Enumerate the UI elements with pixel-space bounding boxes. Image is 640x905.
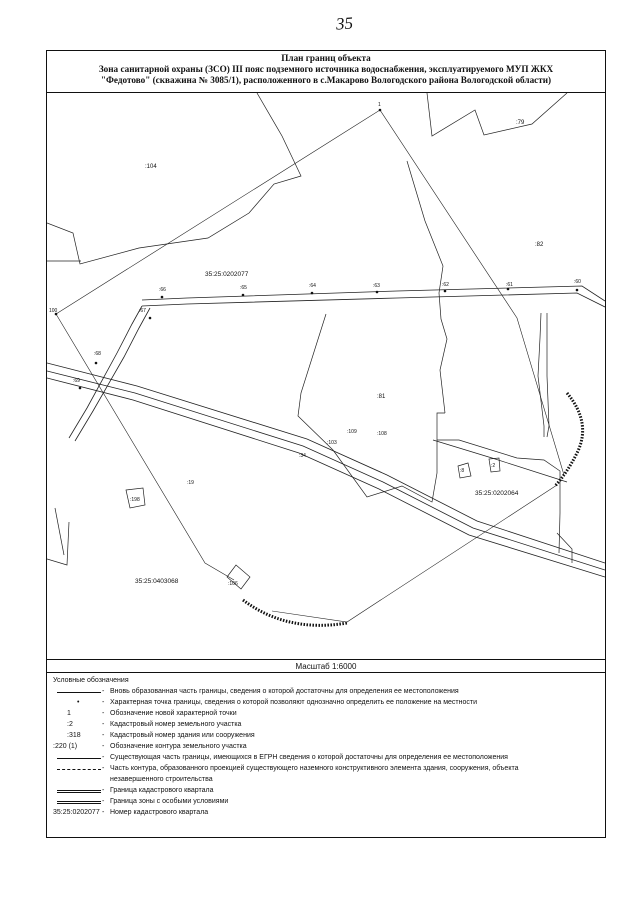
map-scale: Масштаб 1:6000 <box>47 659 605 673</box>
zone-boundary <box>56 110 564 622</box>
quarter-label-2: 35:25:0202064 <box>475 490 519 497</box>
legend-symbol-text: :2 <box>67 721 73 728</box>
legend-item-text: Характерная точка границы, сведения о которой позволяют однозначно определить ее положение на местности <box>110 699 478 706</box>
legend-item <box>47 709 605 719</box>
legend-symbol <box>53 808 101 818</box>
plan-title-line3: "Федотово" (скважина № 3085/1), расположенного в с.Макарово Вологодского района Вологодской области) <box>100 75 552 85</box>
legend-symbol <box>53 720 101 730</box>
legend-symbol <box>53 731 101 741</box>
quarter-label-3: 35:25:0403068 <box>135 578 179 585</box>
legend-dash: - <box>102 743 105 750</box>
legend-item-text: Кадастровый номер здания или сооружения <box>110 732 255 739</box>
legend-symbol <box>53 698 101 708</box>
plan-title-line2: Зона санитарной охраны (ЗСО) III пояс подземного источника водоснабжения, эксплуатируемого МУП ЖКХ <box>98 64 554 74</box>
legend-item <box>47 753 605 763</box>
legend-item-text: Обозначение контура земельного участка <box>110 743 247 750</box>
legend-item-text: Граница зоны с особыми условиями <box>110 798 229 805</box>
parcel-82-boundary <box>433 440 567 482</box>
buildings <box>126 458 500 589</box>
legend-item <box>47 687 605 697</box>
legend-item <box>47 808 605 818</box>
legend-symbol <box>53 742 101 752</box>
parcel-104-boundary <box>47 93 301 264</box>
road-corridor <box>47 363 605 577</box>
legend-symbol-text: :318 <box>67 732 81 739</box>
legend <box>47 673 605 837</box>
parcel-label-82: :82 <box>535 242 544 248</box>
legend-dash: - <box>102 754 105 761</box>
page-number: 35 <box>335 13 354 34</box>
point-label-65: :65 <box>240 285 247 291</box>
point-label-62: :62 <box>442 282 449 288</box>
legend-item-text: Часть контура, образованного проекцией существующего наземного конструктивного элемента здания, сооружения, объекта <box>110 765 519 772</box>
legend-symbol <box>53 775 101 785</box>
point-label-66: :66 <box>159 287 166 293</box>
legend-item-text: Обозначение новой характерной точки <box>110 710 237 717</box>
north-parcel-road <box>47 522 69 565</box>
cadastral-map <box>47 93 605 659</box>
legend-symbol <box>53 709 101 719</box>
point-label-63: :63 <box>373 283 380 289</box>
parcel-label-79: :79 <box>516 120 525 126</box>
point-label-69: :69 <box>73 378 80 384</box>
map-labels <box>49 102 581 587</box>
legend-symbol-text: 35:25:0202077 <box>53 809 100 816</box>
parcel-81-boundary <box>298 314 445 502</box>
parcel-label-106: :106 <box>228 581 238 587</box>
legend-dash: - <box>102 688 105 695</box>
parcel-label-81: :81 <box>377 394 386 400</box>
legend-dash: - <box>102 710 105 717</box>
legend-item-text: незавершенного строительства <box>110 776 213 783</box>
legend-item <box>47 764 605 774</box>
map-area <box>47 93 605 659</box>
parcel-label-34: :34 <box>299 453 306 459</box>
legend-item-text: Кадастровый номер земельного участка <box>110 721 242 728</box>
legend-item-text: Граница кадастрового квартала <box>110 787 214 794</box>
parcel-label-103: :103 <box>327 440 337 446</box>
legend-title: Условные обозначения <box>53 677 129 684</box>
legend-symbol-text: • <box>77 699 80 706</box>
point-label-60: :60 <box>574 279 581 285</box>
legend-item <box>47 775 605 785</box>
legend-symbol-text: :220 (1) <box>53 743 78 750</box>
legend-item <box>47 720 605 730</box>
south-spur <box>55 508 64 555</box>
legend-item <box>47 742 605 752</box>
legend-dash: - <box>102 732 105 739</box>
legend-item <box>47 786 605 796</box>
plan-title-line1: План границ объекта <box>281 53 371 63</box>
parcel-label-104: :104 <box>145 164 157 170</box>
road-edge-river <box>407 161 447 413</box>
legend-item <box>47 797 605 807</box>
legend-dash: - <box>102 798 105 805</box>
point-label-68: :68 <box>94 351 101 357</box>
parcel-label-109: :109 <box>347 429 357 435</box>
zone-vertex-label: 100 <box>49 308 58 314</box>
legend-dash: - <box>102 787 105 794</box>
legend-dash: - <box>102 721 105 728</box>
parcel-label-108: :108 <box>377 431 387 437</box>
legend-item <box>47 698 605 708</box>
parcel-label-198: :198 <box>130 497 140 503</box>
legend-symbol <box>53 786 101 796</box>
parcel-79-boundary <box>427 93 567 136</box>
legend-item-text: Существующая часть границы, имеющихся в ЕГРН сведения о которой достаточны для определения ее местоположения <box>110 754 508 761</box>
point-label-61: :61 <box>506 282 513 288</box>
legend-item-text: Номер кадастрового квартала <box>110 809 209 816</box>
parcel-label-8: :8 <box>460 468 465 474</box>
point-mark-1: 1 <box>378 102 381 108</box>
parcel-label-2: :2 <box>491 463 496 469</box>
legend-item <box>47 731 605 741</box>
plan-title <box>47 51 605 93</box>
legend-dash: - <box>102 699 105 706</box>
legend-dash: - <box>102 809 105 816</box>
zone-hatched-arc <box>243 393 583 625</box>
quarter-boundary <box>69 286 605 441</box>
quarter-label-1: 35:25:0202077 <box>205 271 249 278</box>
characteristic-points <box>55 109 579 390</box>
point-label-67: :67 <box>139 308 146 314</box>
legend-symbol <box>53 764 101 774</box>
point-label-64: :64 <box>309 283 316 289</box>
stream-line <box>538 313 544 437</box>
legend-symbol-text: 1 <box>67 710 71 717</box>
legend-symbol <box>53 753 101 763</box>
parcel-label-19: :19 <box>187 480 194 486</box>
legend-symbol <box>53 797 101 807</box>
legend-dash: - <box>102 765 105 772</box>
legend-item-text: Вновь образованная часть границы, сведения о которой достаточны для определения ее местоположения <box>110 688 459 695</box>
legend-symbol <box>53 687 101 697</box>
